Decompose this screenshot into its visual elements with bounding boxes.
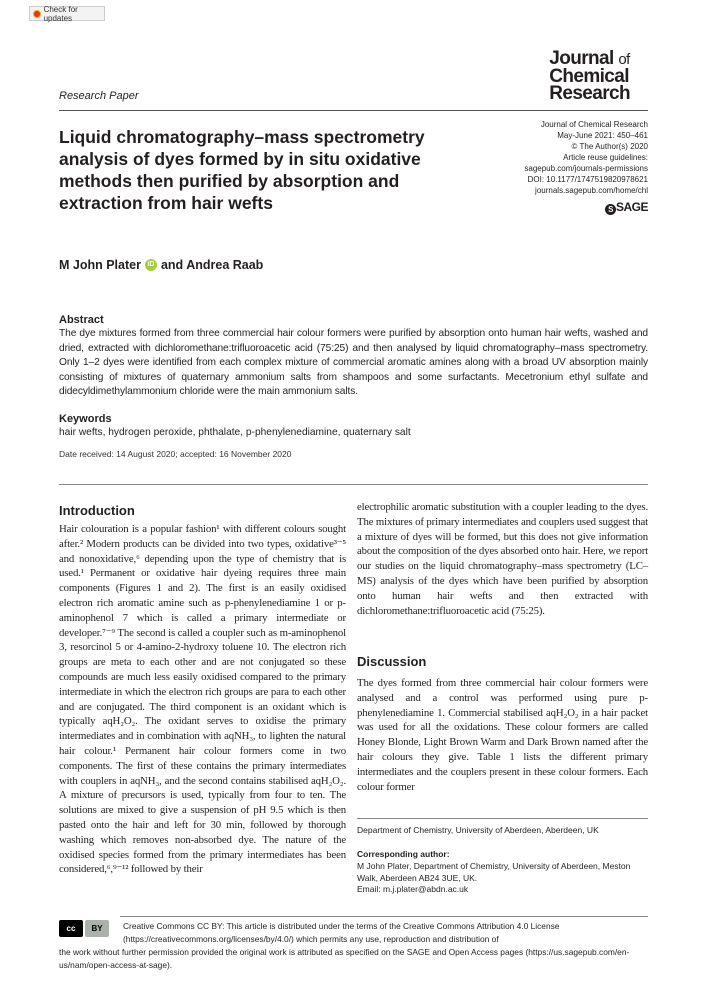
email-link[interactable]: Email: m.j.plater@abdn.ac.uk xyxy=(357,884,469,894)
divider xyxy=(357,818,648,819)
author-name: and Andrea Raab xyxy=(160,258,264,272)
abstract-block xyxy=(59,313,648,460)
sage-s-icon: S xyxy=(605,204,616,215)
journal-meta xyxy=(524,119,648,196)
logo-word: Journal xyxy=(549,48,614,69)
journal-home-link[interactable]: journals.sagepub.com/home/chl xyxy=(535,186,648,195)
meta-line: Article reuse guidelines: xyxy=(563,153,648,162)
author-name: M John Plater xyxy=(59,258,141,272)
corresponding-heading: Corresponding author: xyxy=(357,849,450,859)
divider xyxy=(120,916,648,917)
abstract-text: The dye mixtures formed from three commercial hair colour formers were purified by absorption onto human hair wefts, washed and dried, extracted with dichloromethane:trifluoroacetic acid (75:25) and then analysed by liquid chromatography–mass spectrometry. Only 1–2 dyes were identified from each complex mixture of commercial aromatic amines along with a broad UV absorption mainly consisting of mixtures of quaternary ammonium salts from shampoos and some surfactants. Mecetronium ethyl sulfate and didecyldimethylammonium chloride were the main ammonium salts. xyxy=(59,328,648,398)
check-for-updates-button[interactable] xyxy=(29,6,105,21)
sage-logo xyxy=(605,200,648,215)
cc-icon: cc xyxy=(59,920,83,937)
corresponding-author xyxy=(357,861,648,896)
corresponding-address: M John Plater, Department of Chemistry, University of Aberdeen, Meston Walk, Aberdeen AB24 3UE, UK. xyxy=(357,861,631,883)
introduction-heading: Introduction xyxy=(59,503,135,518)
keywords-text: hair wefts, hydrogen peroxide, phthalate, p-phenylenediamine, quaternary salt xyxy=(59,426,411,438)
logo-word: of xyxy=(618,51,630,68)
article-type: Research Paper xyxy=(59,90,139,102)
introduction-continued: electrophilic aromatic substitution with a coupler leading to the dyes. The mixtures of primary intermediates and couplers used suggest that a mixture of dyes will be formed, but this does not give information about the composition of the dyes absorbed onto hair. Here, we report our studies on the liquid chromatography–mass spectrometry (LC–MS) analysis of the dyes which have been purified by absorption onto human hair wefts and then extracted with dichloromethane:trifluoroacetic acid (75:25). xyxy=(357,501,648,617)
meta-line: May-June 2021: 450–461 xyxy=(557,131,648,140)
keywords-heading: Keywords xyxy=(59,412,112,425)
update-icon xyxy=(33,10,41,18)
logo-word: Chemical xyxy=(549,66,629,87)
license-text: Creative Commons CC BY: This article is distributed under the terms of the Creative Commons Attribution 4.0 License (https://creativecommons.org/licenses/by/4.0/) which permits any use, reproduction and distribution of xyxy=(123,921,560,944)
divider xyxy=(59,110,648,111)
by-icon: BY xyxy=(85,920,109,937)
discussion-text: The dyes formed from three commercial hair colour formers were analysed and a control was performed using pure p-phenylenediamine 1. Commercial stabilised aqH₂O₂ in a hair packet was used for all the oxidations. These colour formers are called Honey Blonde, Light Brown Warm and Dark Brown named after the hair colours they give. Table 1 lists the different primary intermediates and the couplers present in these colour formers. Each colour former xyxy=(357,677,648,793)
paper-title: Liquid chromatography–mass spectrometry analysis of dyes formed by in situ oxidative methods then purified by absorption and extraction from hair wefts xyxy=(59,127,425,213)
meta-line: Journal of Chemical Research xyxy=(540,120,648,129)
discussion-heading: Discussion xyxy=(357,654,427,669)
abstract-heading: Abstract xyxy=(59,314,104,326)
license-text-continued: the work without further permission provided the original work is attributed as specified on the SAGE and Open Access pages (https://us.sagepub.com/en-us/nam/open-access-at-sage). xyxy=(59,947,630,970)
introduction-text: Hair colouration is a popular fashion¹ with different colours sought after.² Modern products can be divided into two types, oxidative³⁻⁵ and nonoxidative,⁶ depending upon the type of chemistry that is used.¹ Permanent or oxidative hair dyeing requires three main components (Figures 1 and 2). The first is an easily oxidised electron rich aromatic amine such as p-phenylenediamine 1 or p-aminophenol 7 which is called a primary intermediate or developer.⁷⁻⁹ The second is called a coupler such as m-aminophenol 3, resorcinol 5 or 4-amino-2-hydroxy toluene 10. The electron rich groups are meta to each other and are not conjugated so these compounds are much less easily oxidised compared to the primary intermediate in which the electron rich groups are para to each other and are conjugated. The third component is an oxidant which is typically aqH₂O₂. The oxidant serves to oxidise the primary intermediates and in combination with aqNH₃, to lighten the natural hair colour.¹ Permanent hair colour formers come in two components. The first of these contains the primary intermediates with couplers in aqNH₃, and the second contains stabilised aqH₂O₂. A mixture of precursors is used, typically from four to ten. The solutions are mixed to give a suspension of pH 9.5 which is then pasted onto the hair and left for 30 min, followed by thorough washing which removes non-absorbed dye. The nature of the oxidised species formed from the primary intermediates has been considered,⁶,⁹⁻¹² followed by their xyxy=(59,523,346,876)
permissions-link[interactable]: sagepub.com/journals-permissions xyxy=(524,164,648,173)
meta-line: © The Author(s) 2020 xyxy=(571,142,648,151)
logo-word: Research xyxy=(549,83,630,104)
journal-logo xyxy=(549,50,630,102)
date-received: Date received: 14 August 2020; accepted: 16 November 2020 xyxy=(59,448,292,459)
affiliation: Department of Chemistry, University of Aberdeen, Aberdeen, UK xyxy=(357,825,599,835)
cc-by-badge[interactable] xyxy=(59,920,109,937)
divider xyxy=(59,484,648,485)
doi-link[interactable]: DOI: 10.1177/1747519820978621 xyxy=(527,175,648,184)
check-updates-label: Check for updates xyxy=(43,4,78,23)
authors xyxy=(59,258,263,272)
publisher-name: SAGE xyxy=(615,200,648,214)
orcid-icon[interactable]: iD xyxy=(145,259,157,271)
